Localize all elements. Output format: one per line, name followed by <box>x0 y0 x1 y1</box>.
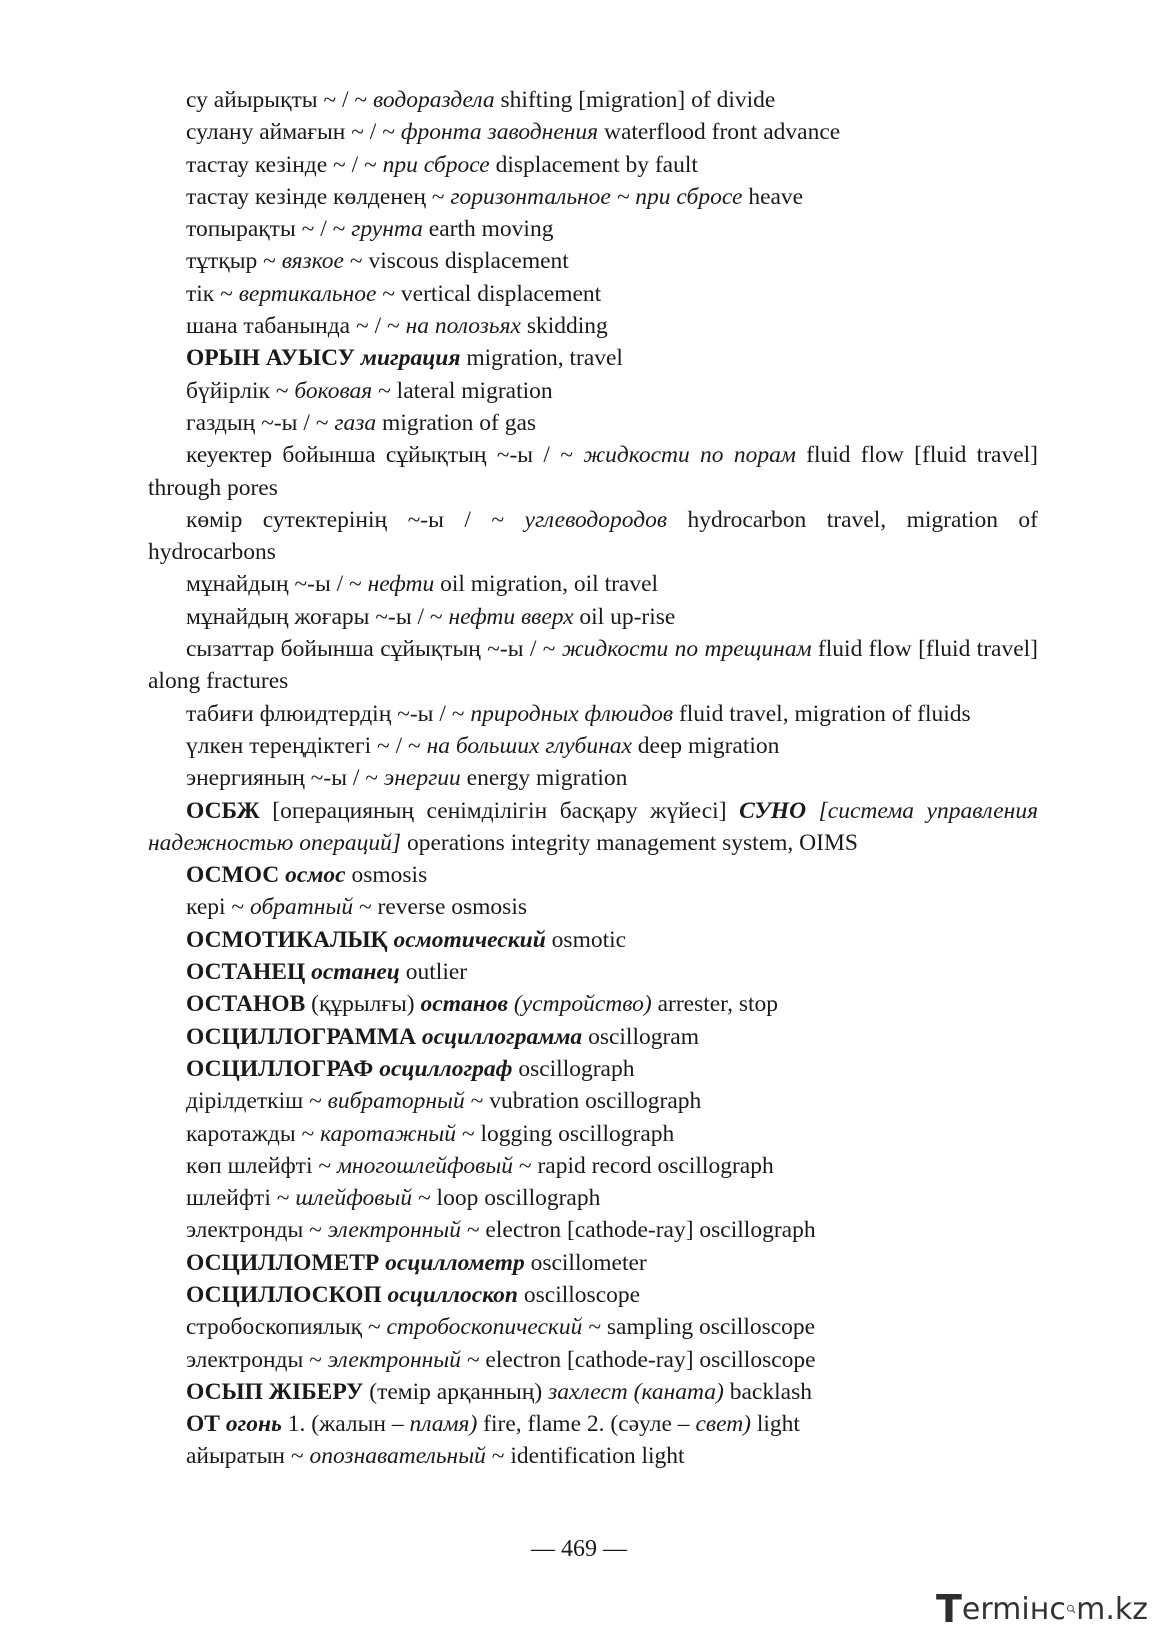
entry-text: arrester, stop <box>651 991 778 1018</box>
entry-text: тік ~ <box>186 280 239 307</box>
entry-text: shifting [migration] of divide <box>494 87 776 113</box>
entry-text: сызаттар бойынша сұйықтың ~-ы / ~ <box>186 636 562 663</box>
dictionary-entry <box>148 1150 1038 1182</box>
entry-text: дірілдеткіш ~ <box>186 1088 328 1115</box>
dictionary-entry <box>148 1021 1038 1053</box>
entry-text: skidding <box>520 313 608 340</box>
russian-term: вибраторный <box>327 1088 465 1115</box>
entry-text: энергияның ~-ы / ~ <box>186 765 384 792</box>
entry-text: ~ sampling oscilloscope <box>582 1314 816 1341</box>
entry-text: osmosis <box>345 862 428 889</box>
entry-text: топырақты ~ / ~ <box>186 216 352 243</box>
entry-text: displacement by fault <box>489 151 698 178</box>
entry-text: шлейфті ~ <box>186 1185 296 1212</box>
russian-term: на полозьях <box>405 313 521 340</box>
entry-text: oscillogram <box>582 1023 700 1050</box>
dictionary-entry <box>148 439 1038 504</box>
russian-term: (устройство) <box>513 991 652 1018</box>
headword: ОРЫН АУЫСУ <box>186 345 355 372</box>
entry-text: outlier <box>399 959 468 986</box>
headword: останов <box>420 991 509 1018</box>
dictionary-entry <box>148 504 1038 569</box>
russian-term: при сбросе <box>382 151 490 178</box>
entry-text: oscillometer <box>524 1249 647 1276</box>
dictionary-entry <box>148 762 1038 794</box>
dictionary-entry <box>148 375 1038 407</box>
entry-text: ~ rapid record oscillograph <box>513 1152 774 1179</box>
russian-term: вертикальное <box>238 280 377 307</box>
dictionary-entry <box>148 1440 1038 1472</box>
entry-text: fluid flow [fluid travel] through pores <box>148 442 1038 501</box>
entry-text: кері ~ <box>186 894 251 921</box>
dictionary-entry <box>148 1344 1038 1376</box>
russian-term: стробоскопический <box>386 1314 583 1341</box>
dictionary-entry <box>148 310 1038 342</box>
dictionary-entry <box>148 1214 1038 1246</box>
russian-term: природных флюидов <box>470 700 674 727</box>
entry-text: oscillograph <box>512 1055 635 1082</box>
headword: останец <box>311 959 400 986</box>
entry-text: стробоскопиялық ~ <box>186 1314 387 1341</box>
dictionary-entry <box>148 1118 1038 1150</box>
entry-text: шана табанында ~ / ~ <box>186 313 406 340</box>
russian-term: электронный <box>327 1346 461 1373</box>
russian-term: горизонтальное ~ при сбросе <box>450 183 743 210</box>
russian-term: жидкости по порам <box>583 442 796 469</box>
headword: миграция <box>360 345 461 372</box>
headword: ОСТАНОВ <box>186 991 306 1018</box>
headword: осциллограмма <box>421 1023 583 1050</box>
entry-text: ~ vertical displacement <box>376 280 602 307</box>
russian-term: вязкое <box>281 248 344 275</box>
russian-term: фронта заводнения <box>400 119 599 146</box>
headword: ОСМОС <box>186 862 280 889</box>
headword: СУНО <box>739 797 807 824</box>
dictionary-entry <box>148 1376 1038 1408</box>
entry-text: migration, travel <box>460 345 623 372</box>
entry-text: deep migration <box>631 732 780 759</box>
dictionary-entry <box>148 149 1038 181</box>
entry-text: hydrocarbon travel, migration of hydrocarbons <box>148 506 1038 566</box>
entry-text: каротажды ~ <box>186 1120 321 1147</box>
dictionary-entry <box>148 601 1038 633</box>
entry-text: fire, flame 2. (сәуле – <box>477 1411 696 1438</box>
dictionary-entry <box>148 1408 1038 1440</box>
headword: осциллограф <box>379 1055 513 1082</box>
dictionary-entry <box>148 1247 1038 1279</box>
dictionary-entry <box>148 956 1038 988</box>
dictionary-entry <box>148 1053 1038 1085</box>
dictionary-entry <box>148 568 1038 600</box>
dictionary-entry <box>148 859 1038 891</box>
entry-text: кеуектер бойынша сұйықтың ~-ы / ~ <box>186 442 584 469</box>
russian-term: многошлейфовый <box>336 1152 514 1179</box>
entry-text: электронды ~ <box>186 1217 328 1244</box>
headword: ОСЦИЛЛОГРАФ <box>186 1055 374 1082</box>
entry-text: су айырықты ~ / ~ <box>186 87 374 113</box>
headword: ОСЦИЛЛОГРАММА <box>186 1023 416 1050</box>
headword: ОТ <box>186 1411 220 1438</box>
entry-text: бүйірлік ~ <box>186 377 295 404</box>
dictionary-entry <box>148 213 1038 245</box>
entry-text: ~ viscous displacement <box>343 248 569 275</box>
dictionary-entry <box>148 891 1038 923</box>
dictionary-entry <box>148 633 1038 698</box>
headword: ОСЦИЛЛОСКОП <box>186 1281 382 1308</box>
entry-text: heave <box>742 183 804 210</box>
entry-text: айыратын ~ <box>186 1443 310 1470</box>
dictionary-entry <box>148 1311 1038 1343</box>
russian-term: захлест (каната) <box>548 1378 724 1405</box>
entry-text: мұнайдың ~-ы / ~ <box>186 571 368 598</box>
russian-term: [система управления надежностью операций] <box>148 797 1039 856</box>
dictionary-entry <box>148 245 1038 277</box>
russian-term: энергии <box>383 765 461 792</box>
russian-term: шлейфовый <box>295 1185 413 1212</box>
dictionary-entry <box>148 84 1038 116</box>
dictionary-entry <box>148 278 1038 310</box>
entry-text: ~ vubration oscillograph <box>464 1088 702 1115</box>
dictionary-entry <box>148 924 1038 956</box>
entry-text: ~ loop oscillograph <box>412 1185 601 1212</box>
dictionary-entry <box>148 342 1038 374</box>
entry-text: osmotic <box>545 926 627 953</box>
entry-text: үлкен тереңдіктегі ~ / ~ <box>186 732 427 759</box>
entry-text: migration of gas <box>376 409 537 436</box>
russian-term: углеводородов <box>524 506 668 533</box>
russian-term: нефти <box>367 571 435 598</box>
entry-text: oil up-rise <box>573 603 676 630</box>
entry-list <box>148 84 1038 1473</box>
dictionary-entry <box>148 988 1038 1020</box>
entry-text: ~ reverse osmosis <box>353 894 527 921</box>
headword: осмос <box>285 862 346 889</box>
dictionary-entry <box>148 730 1038 762</box>
termincom-logo[interactable] <box>936 1587 1148 1631</box>
entry-text: көп шлейфті ~ <box>186 1152 337 1179</box>
entry-text: ~ lateral migration <box>372 377 553 404</box>
dictionary-entry <box>148 1182 1038 1214</box>
dictionary-entry <box>148 181 1038 213</box>
entry-text: (құрылғы) <box>305 991 421 1018</box>
entry-text: (темір арқанның) <box>363 1378 549 1405</box>
headword: ОСБЖ <box>186 797 260 824</box>
entry-text: ~ logging oscillograph <box>455 1120 675 1147</box>
entry-text: табиғи флюидтердің ~-ы / ~ <box>186 700 471 727</box>
headword: ОСЦИЛЛОМЕТР <box>186 1249 380 1276</box>
entry-text: тастау кезінде көлденең ~ <box>186 183 451 210</box>
russian-term: на больших глубинах <box>426 732 632 759</box>
headword: ОСЫП ЖІБЕРУ <box>186 1378 364 1405</box>
entry-text: мұнайдың жоғары ~-ы / ~ <box>186 603 449 630</box>
russian-term: обратный <box>250 894 354 921</box>
russian-term: боковая <box>294 377 373 404</box>
entry-text: earth moving <box>422 216 554 243</box>
page-number: — 469 — <box>531 1536 627 1562</box>
headword: осциллоскоп <box>387 1281 519 1308</box>
headword: осмотический <box>393 926 546 953</box>
russian-term: газа <box>334 409 377 436</box>
logo-letter: T <box>936 1587 962 1631</box>
russian-term: нефти вверх <box>448 603 574 630</box>
entry-text: ~ identification light <box>485 1443 685 1470</box>
logo-text-end: m.kz <box>1076 1591 1148 1627</box>
entry-text: oscilloscope <box>518 1281 641 1308</box>
dictionary-entry <box>148 1279 1038 1311</box>
entry-text: fluid travel, migration of fluids <box>673 700 971 727</box>
entry-text: 1. (жалын – <box>281 1411 410 1438</box>
entry-text: тастау кезінде ~ / ~ <box>186 151 383 178</box>
dictionary-entry <box>148 116 1038 148</box>
entry-text: waterflood front advance <box>598 119 841 146</box>
entry-text: газдың ~-ы / ~ <box>186 409 335 436</box>
dictionary-entry <box>148 698 1038 730</box>
entry-text <box>806 798 819 824</box>
entry-text: oil migration, oil travel <box>434 571 659 598</box>
entry-text: backlash <box>723 1378 812 1405</box>
entry-text: operations integrity management system, OIMS <box>401 829 858 856</box>
entry-text: ~ electron [cathode-ray] oscilloscope <box>460 1346 816 1373</box>
russian-term: водораздела <box>373 87 495 113</box>
dictionary-entry <box>148 1085 1038 1117</box>
logo-text-start: ermінс <box>961 1591 1066 1627</box>
russian-term: каротажный <box>320 1120 456 1147</box>
dictionary-entry <box>148 795 1038 860</box>
entry-text: сулану аймағын ~ / ~ <box>186 119 401 146</box>
entry-text: light <box>751 1411 800 1438</box>
headword: огонь <box>225 1411 282 1438</box>
russian-term: жидкости по трещинам <box>561 636 812 663</box>
entry-text: электронды ~ <box>186 1346 328 1373</box>
russian-term: грунта <box>351 216 423 243</box>
entry-text: fluid flow [fluid travel] along fractures <box>148 636 1038 695</box>
russian-term: свет) <box>695 1411 751 1438</box>
headword: осциллометр <box>385 1249 525 1276</box>
entry-text: [операцияның сенімділігін басқару жүйесі] <box>259 797 740 824</box>
russian-term: пламя) <box>409 1411 478 1438</box>
magnifier-icon <box>1066 1595 1076 1623</box>
entry-text: көмір сутектерінің ~-ы / ~ <box>186 506 525 533</box>
dictionary-entry <box>148 407 1038 439</box>
entry-text: тұтқыр ~ <box>186 248 282 275</box>
entry-text: energy migration <box>460 765 628 792</box>
russian-term: электронный <box>327 1217 461 1244</box>
headword: ОСТАНЕЦ <box>186 959 306 986</box>
russian-term: опознавательный <box>309 1443 486 1470</box>
headword: ОСМОТИКАЛЫҚ <box>186 926 388 953</box>
entry-text: ~ electron [cathode-ray] oscillograph <box>460 1217 816 1244</box>
